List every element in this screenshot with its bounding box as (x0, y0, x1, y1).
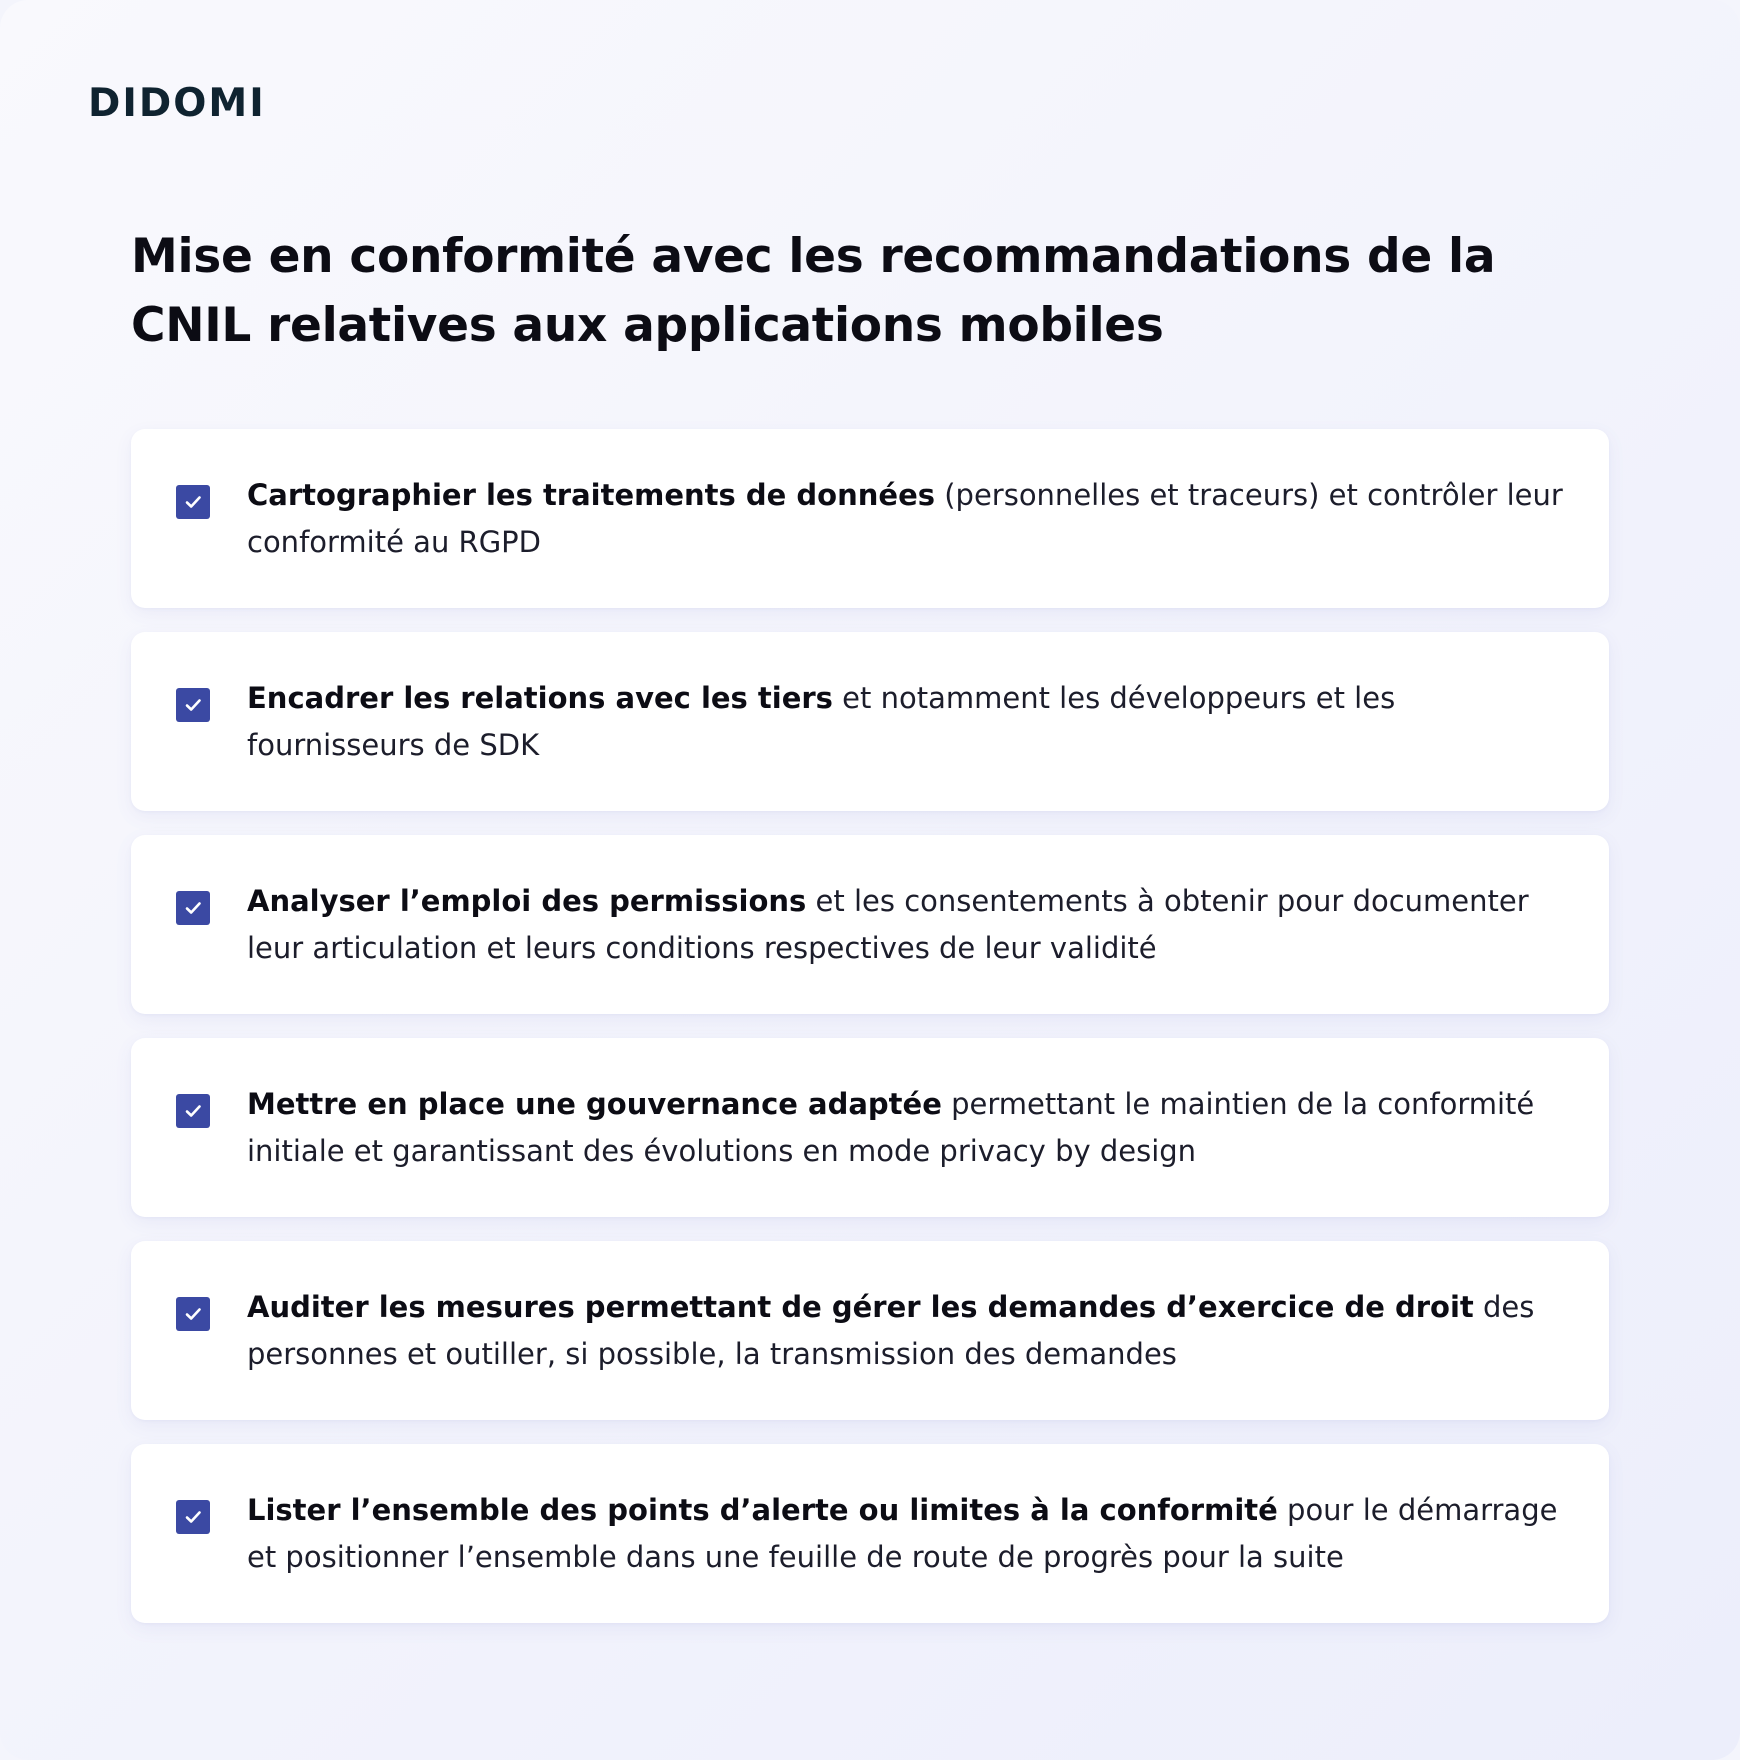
checklist-item-text (247, 472, 1569, 566)
checklist-item-rest: permettant le maintien de la conformité initiale et garantissant des évolutions en mode privacy by design (247, 1087, 1535, 1168)
checkbox-checked-icon (176, 1297, 210, 1331)
checkbox-checked-icon (176, 688, 210, 722)
checklist (131, 429, 1609, 1647)
checklist-item (131, 429, 1609, 608)
checklist-item (131, 1241, 1609, 1420)
checklist-item-rest: pour le démarrage et positionner l’ensemble dans une feuille de route de progrès pour la suite (247, 1493, 1558, 1574)
checklist-item-text (247, 878, 1569, 972)
checklist-item-bold: Lister l’ensemble des points d’alerte ou limites à la conformité (247, 1493, 1278, 1527)
checkbox-checked-icon (176, 1094, 210, 1128)
checklist-item-bold: Analyser l’emploi des permissions (247, 884, 807, 918)
page-title: Mise en conformité avec les recommandations de la CNIL relatives aux applications mobiles (131, 229, 1496, 353)
checklist-item-bold: Mettre en place une gouvernance adaptée (247, 1087, 942, 1121)
checklist-item-rest: et notamment les développeurs et les fournisseurs de SDK (247, 681, 1396, 762)
checkbox-checked-icon (176, 485, 210, 519)
checklist-item-text (247, 1081, 1569, 1175)
checklist-item-bold: Encadrer les relations avec les tiers (247, 681, 833, 715)
checklist-item (131, 1038, 1609, 1217)
checkbox-checked-icon (176, 1500, 210, 1534)
checkbox-checked-icon (176, 891, 210, 925)
checklist-item-rest: (personnelles et traceurs) et contrôler leur conformité au RGPD (247, 478, 1563, 559)
checklist-item-bold: Cartographier les traitements de données (247, 478, 935, 512)
checklist-item-text (247, 1284, 1569, 1378)
checklist-item (131, 835, 1609, 1014)
checklist-item (131, 1444, 1609, 1623)
checklist-item-bold: Auditer les mesures permettant de gérer les demandes d’exercice de droit (247, 1290, 1474, 1324)
checklist-item-text (247, 1487, 1569, 1581)
checklist-item-rest: des personnes et outiller, si possible, la transmission des demandes (247, 1290, 1535, 1371)
checklist-item-text (247, 675, 1569, 769)
checklist-item-rest: et les consentements à obtenir pour documenter leur articulation et leurs conditions respectives de leur validité (247, 884, 1529, 965)
checklist-item (131, 632, 1609, 811)
didomi-logo: DIDOMI (88, 81, 266, 126)
